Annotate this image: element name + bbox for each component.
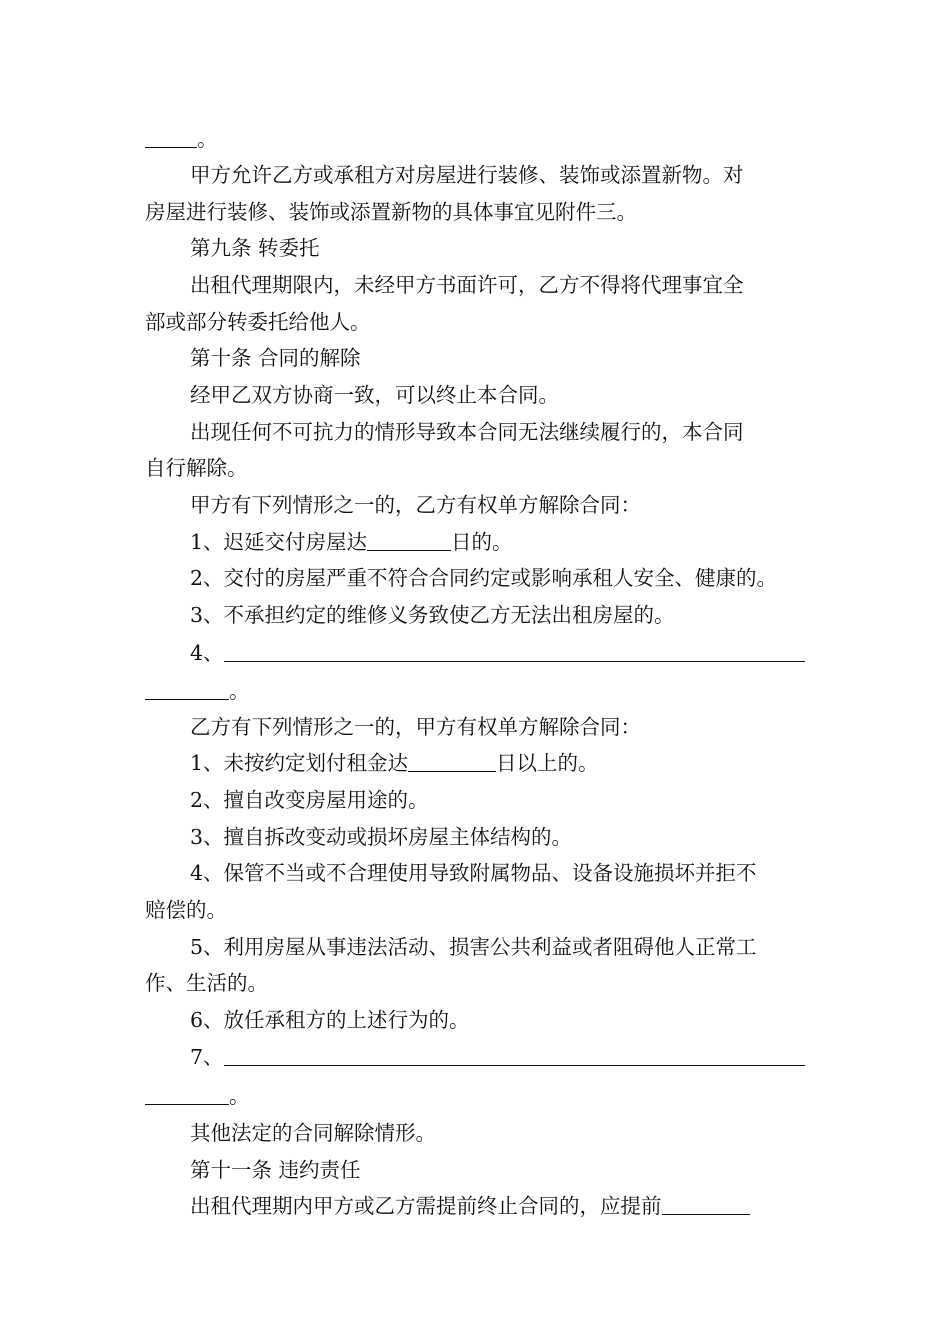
list-item: 3、擅自拆改变动或损坏房屋主体结构的。 <box>190 825 573 849</box>
fill-blank[interactable] <box>224 1045 805 1066</box>
list-item: 2、交付的房屋严重不符合合同约定或影响承租人安全、健康的。 <box>190 566 778 590</box>
article-heading-9: 第九条 转委托 <box>190 236 320 260</box>
fill-blank[interactable] <box>145 1084 229 1105</box>
paragraph-line: 赔偿的。 <box>145 898 227 922</box>
list-item-fill: 7、 <box>190 1042 805 1072</box>
paragraph-line: 出现任何不可抗力的情形导致本合同无法继续履行的，本合同 <box>190 420 744 444</box>
list-item: 5、利用房屋从事违法活动、损害公共利益或者阻碍他人正常工 <box>190 935 757 959</box>
fill-blank[interactable] <box>145 127 197 148</box>
line-blank-end: 。 <box>145 124 815 154</box>
paragraph-line: 乙方有下列情形之一的，甲方有权单方解除合同： <box>190 715 641 739</box>
list-item: 2、擅自改变房屋用途的。 <box>190 788 429 812</box>
paragraph-line: 出租代理期限内，未经甲方书面许可，乙方不得将代理事宜全 <box>190 273 744 297</box>
paragraph-line: 其他法定的合同解除情形。 <box>190 1121 436 1145</box>
fill-blank[interactable] <box>408 751 496 772</box>
list-item: 4、保管不当或不合理使用导致附属物品、设备设施损坏并拒不 <box>190 861 757 885</box>
paragraph-line: 自行解除。 <box>145 456 248 480</box>
list-item: 6、放任承租方的上述行为的。 <box>190 1008 470 1032</box>
fill-blank[interactable] <box>224 641 805 662</box>
list-item: 3、不承担约定的维修义务致使乙方无法出租房屋的。 <box>190 603 675 627</box>
paragraph-line: 甲方允许乙方或承租方对房屋进行装修、装饰或添置新物。对 <box>190 163 744 187</box>
line-blank-end: 。 <box>145 1081 815 1111</box>
article-heading-10: 第十条 合同的解除 <box>190 346 361 370</box>
paragraph-line: 甲方有下列情形之一的，乙方有权单方解除合同： <box>190 493 641 517</box>
fill-blank[interactable] <box>662 1194 750 1215</box>
paragraph-line: 经甲乙双方协商一致，可以终止本合同。 <box>190 383 559 407</box>
list-item: 1、迟延交付房屋达 日的。 <box>190 530 513 554</box>
paragraph-line: 出租代理期内甲方或乙方需提前终止合同的，应提前 <box>190 1191 815 1221</box>
article-heading-11: 第十一条 违约责任 <box>190 1158 361 1182</box>
paragraph-line: 作、生活的。 <box>145 971 268 995</box>
fill-blank[interactable] <box>367 530 451 551</box>
line-blank-end: 。 <box>145 676 815 706</box>
paragraph-line: 部或部分转委托给他人。 <box>145 310 371 334</box>
fill-blank[interactable] <box>145 679 229 700</box>
list-item-fill: 4、 <box>190 638 805 668</box>
paragraph-line: 房屋进行装修、装饰或添置新物的具体事宜见附件三。 <box>145 200 637 224</box>
list-item: 1、未按约定划付租金达 日以上的。 <box>190 751 599 775</box>
